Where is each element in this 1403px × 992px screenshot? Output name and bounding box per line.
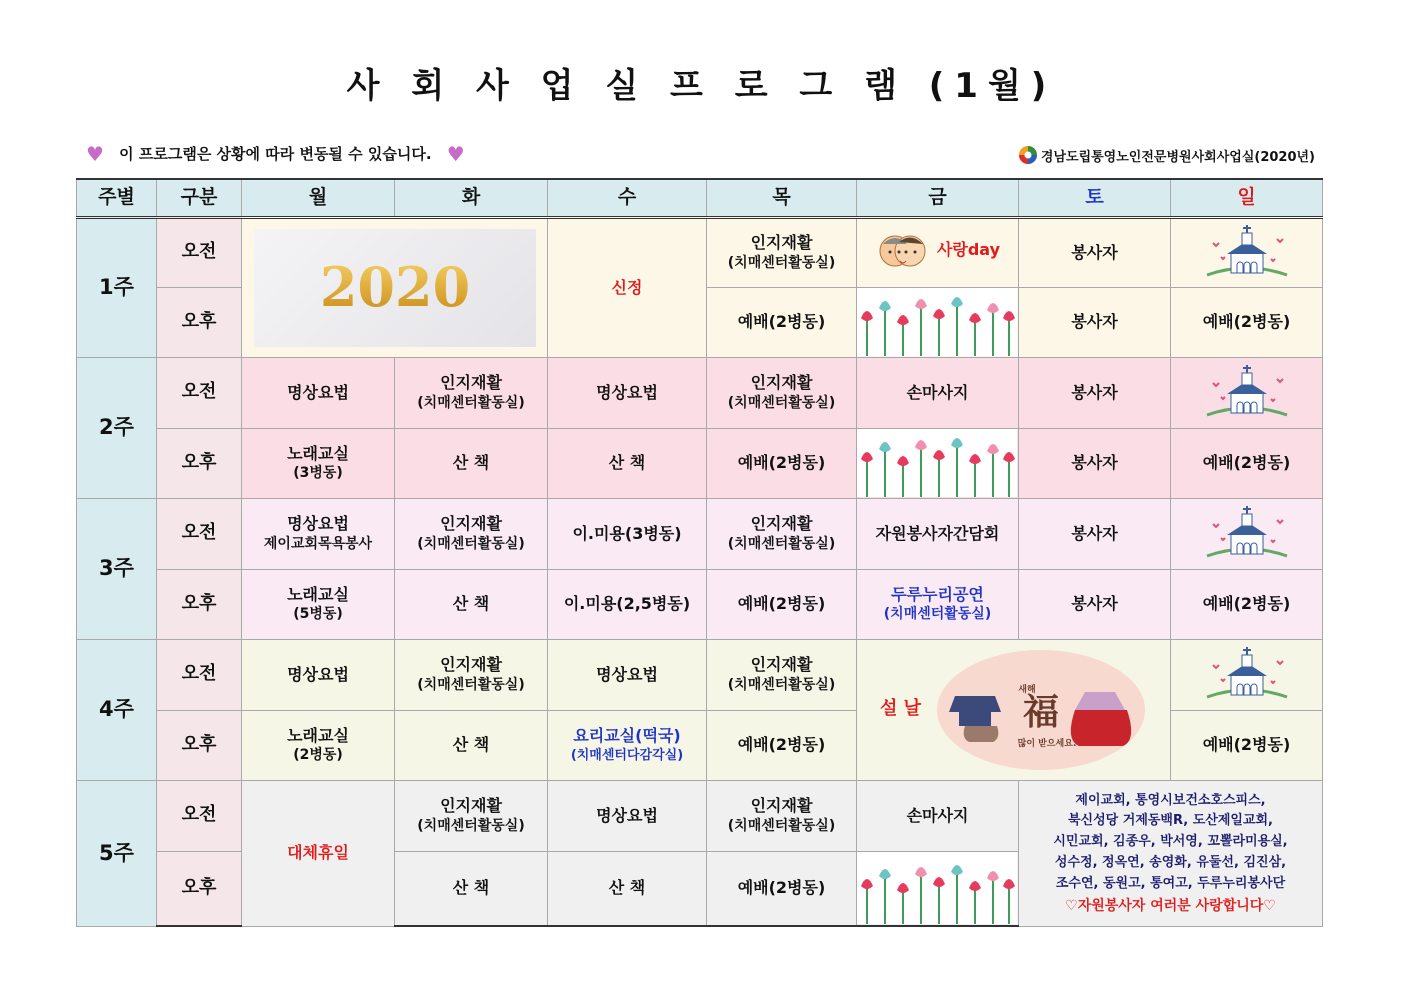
- slot-pm: 오후: [157, 287, 242, 357]
- volunteer-list: [1019, 791, 1322, 895]
- cell-wed-pm: 산 책: [548, 851, 707, 926]
- cell-subtext: (3병동): [293, 465, 343, 482]
- cell-tue-am: [395, 498, 548, 569]
- col-fri: 금: [857, 179, 1019, 217]
- cell-wed-am: 명상요법: [548, 639, 707, 710]
- program-schedule-table: [76, 178, 1323, 927]
- slot-pm: 오후: [157, 710, 242, 780]
- slot-pm: 오후: [157, 428, 242, 498]
- flowers-image: [857, 852, 1017, 924]
- cell-text: 인지재활: [750, 514, 813, 534]
- cell-fri-am: 손마사지: [857, 780, 1019, 851]
- slot-am: 오전: [157, 217, 242, 287]
- sarang-day: 사랑day: [936, 239, 1001, 259]
- cell-fri-pm: [857, 569, 1019, 639]
- year-2020-text: 2020: [319, 257, 470, 318]
- seollal-label: 설 날: [879, 698, 922, 720]
- page-title: 사 회 사 업 실 프 로 그 램 (1월): [346, 66, 1057, 106]
- cell-subtext: (치매센터다감각실): [570, 748, 684, 764]
- cell-fri-pm: [857, 287, 1019, 357]
- cell-thu-am: [707, 498, 857, 569]
- cell-text: 인지재활: [750, 373, 813, 393]
- cell-text: 인지재활: [440, 655, 502, 675]
- cell-wed-pm: 산 책: [548, 428, 707, 498]
- cell-subtext: (치매센터활동실): [727, 676, 836, 693]
- cell-subtext: (치매센터활동실): [417, 535, 525, 552]
- notice: [86, 142, 465, 166]
- cell-tue-am: [395, 780, 548, 851]
- table-row: [77, 428, 1323, 498]
- cell-thu-pm: 예배(2병동): [707, 851, 857, 926]
- cell-subtext: (치매센터활동실): [727, 535, 836, 552]
- cell-thu-am: [707, 217, 857, 287]
- holiday-sinjeong: 신정: [548, 217, 707, 357]
- col-mon: 월: [242, 179, 395, 217]
- cell-tue-pm: 산 책: [395, 569, 548, 639]
- col-tue: 화: [395, 179, 548, 217]
- cell-thu-am: [707, 639, 857, 710]
- seollal-cell: [857, 639, 1171, 780]
- couple-icon: [875, 230, 931, 270]
- year-2020-image: [300, 258, 490, 318]
- cell-wed-am: 명상요법: [548, 357, 707, 428]
- cell-text: 노래교실: [287, 725, 349, 745]
- table-row: [77, 780, 1323, 851]
- cell-sat-am: 봉사자: [1019, 217, 1171, 287]
- hospital-logo-icon: [1018, 145, 1038, 165]
- slot-pm: 오후: [157, 851, 242, 926]
- heart-icon: ♥: [86, 142, 104, 166]
- cell-text: 요리교실(떡국): [573, 726, 681, 746]
- cell-subtext: (치매센터활동실): [417, 394, 525, 411]
- new-year-greeting: 새해: [1018, 684, 1036, 695]
- cell-sat-am: 봉사자: [1019, 498, 1171, 569]
- cell-mon-am: 명상요법: [242, 357, 395, 428]
- new-year-hanbok-image: [935, 648, 1147, 772]
- week-label: 1주: [77, 217, 157, 357]
- cell-fri-pm: [857, 851, 1019, 926]
- cell-sat-pm: 봉사자: [1019, 428, 1171, 498]
- cell-thu-pm: 예배(2병동): [707, 569, 857, 639]
- cell-wed-am: 명상요법: [548, 780, 707, 851]
- slot-am: 오전: [157, 498, 242, 569]
- cell-subtext: (치매센터활동실): [417, 676, 525, 693]
- cell-subtext: (치매센터활동실): [417, 817, 525, 834]
- cell-subtext: 제이교회목욕봉사: [263, 535, 373, 552]
- flowers-image: [857, 429, 1017, 497]
- cell-fri-am: [857, 217, 1019, 287]
- week-label: 4주: [77, 639, 157, 780]
- table-row: [77, 357, 1323, 428]
- organization-name: 경남도립통영노인전문병원사회사업실(2020년): [1040, 149, 1315, 165]
- col-sat: 토: [1019, 179, 1171, 217]
- cell-text: 노래교실: [287, 584, 349, 604]
- cell-sun-pm: 예배(2병동): [1171, 287, 1323, 357]
- cell-mon-am: 명상요법: [242, 639, 395, 710]
- cell-wed-pm: 이.미용(2,5병동): [548, 569, 707, 639]
- col-sun: 일: [1171, 179, 1323, 217]
- cell-thu-pm: 예배(2병동): [707, 287, 857, 357]
- cell-subtext: (치매센터활동실): [727, 817, 836, 834]
- volunteer-line: 조수연, 동원고, 통여고, 두루누리봉사단: [1055, 875, 1286, 891]
- cell-fri-pm: [857, 428, 1019, 498]
- cell-sat-am: 봉사자: [1019, 357, 1171, 428]
- bok-character: 福: [1023, 690, 1060, 733]
- cell-wed-am: 이.미용(3병동): [548, 498, 707, 569]
- slot-pm: 오후: [157, 569, 242, 639]
- col-slot: 구분: [157, 179, 242, 217]
- holiday-substitute: 대체휴일: [242, 780, 395, 926]
- col-week: 주별: [77, 179, 157, 217]
- cell-mon-pm: [242, 569, 395, 639]
- cell-sat-pm: 봉사자: [1019, 287, 1171, 357]
- cell-text: 인지재활: [750, 655, 813, 675]
- week-label: 5주: [77, 780, 157, 926]
- cell-mon-pm: [242, 428, 395, 498]
- image-2020: [242, 217, 548, 357]
- thanks-message: ♡자원봉사자 여러분 사랑합니다♡: [1065, 897, 1276, 914]
- cell-text: 인지재활: [440, 373, 502, 393]
- cell-subtext: (2병동): [293, 747, 343, 764]
- cell-sun-am: [1171, 498, 1323, 569]
- cell-sat-pm: 봉사자: [1019, 569, 1171, 639]
- table-row: [77, 569, 1323, 639]
- col-thu: 목: [707, 179, 857, 217]
- cell-sun-am: [1171, 217, 1323, 287]
- cell-thu-pm: 예배(2병동): [707, 428, 857, 498]
- volunteer-line: 성수정, 정옥연, 송영화, 유둘선, 김진삼,: [1054, 854, 1287, 870]
- cell-subtext: (5병동): [293, 606, 343, 623]
- organization: [1018, 145, 1315, 165]
- table-row: [77, 217, 1323, 287]
- cell-tue-am: [395, 639, 548, 710]
- cell-text: 인지재활: [440, 514, 502, 534]
- cell-tue-pm: 산 책: [395, 851, 548, 926]
- cell-fri-am: 자원봉사자간담회: [857, 498, 1019, 569]
- table-row: [77, 498, 1323, 569]
- cell-subtext: (치매센터활동실): [727, 254, 836, 271]
- church-icon: [1197, 223, 1297, 283]
- cell-mon-pm: [242, 710, 395, 780]
- table-row: [77, 639, 1323, 710]
- cell-thu-pm: 예배(2병동): [707, 710, 857, 780]
- slot-am: 오전: [157, 639, 242, 710]
- cell-sun-pm: 예배(2병동): [1171, 710, 1323, 780]
- church-icon: [1197, 645, 1297, 705]
- cell-subtext: (치매센터활동실): [727, 394, 836, 411]
- flowers-image: [857, 288, 1017, 356]
- cell-fri-am: 손마사지: [857, 357, 1019, 428]
- table-header-row: [77, 179, 1323, 217]
- cell-sun-pm: 예배(2병동): [1171, 428, 1323, 498]
- slot-am: 오전: [157, 357, 242, 428]
- slot-am: 오전: [157, 780, 242, 851]
- cell-text: 노래교실: [287, 443, 349, 463]
- cell-text: 인지재활: [440, 796, 502, 816]
- cell-wed-pm: [548, 710, 707, 780]
- cell-mon-am: [242, 498, 395, 569]
- cell-sun-am: [1171, 357, 1323, 428]
- cell-sun-am: [1171, 639, 1323, 710]
- cell-sun-pm: 예배(2병동): [1171, 569, 1323, 639]
- week-label: 2주: [77, 357, 157, 498]
- week-label: 3주: [77, 498, 157, 639]
- cell-thu-am: [707, 357, 857, 428]
- cell-text: 두루누리공연: [891, 584, 984, 604]
- cell-tue-am: [395, 357, 548, 428]
- new-year-wish: 많이 받으세요.: [1017, 738, 1077, 749]
- cell-text: 명상요법: [287, 514, 349, 534]
- cell-text: 인지재활: [750, 796, 813, 816]
- notice-text: 이 프로그램은 상황에 따라 변동될 수 있습니다.: [119, 145, 432, 163]
- cell-tue-pm: 산 책: [395, 710, 548, 780]
- church-icon: [1197, 504, 1297, 564]
- volunteer-line: 제이교회, 통영시보건소호스피스,: [1075, 792, 1266, 808]
- volunteer-line: 북신성당 거제동백R, 도산제일교회,: [1068, 813, 1273, 829]
- cell-text: 인지재활: [750, 233, 813, 253]
- cell-tue-pm: 산 책: [395, 428, 548, 498]
- col-wed: 수: [548, 179, 707, 217]
- heart-icon: ♥: [446, 142, 465, 166]
- church-icon: [1197, 363, 1297, 423]
- cell-subtext: (치매센터활동실): [883, 606, 992, 623]
- volunteer-thanks: [1019, 780, 1323, 926]
- cell-thu-am: [707, 780, 857, 851]
- volunteer-line: 시민교회, 김종우, 박서영, 꼬뽈라미용실,: [1053, 834, 1288, 850]
